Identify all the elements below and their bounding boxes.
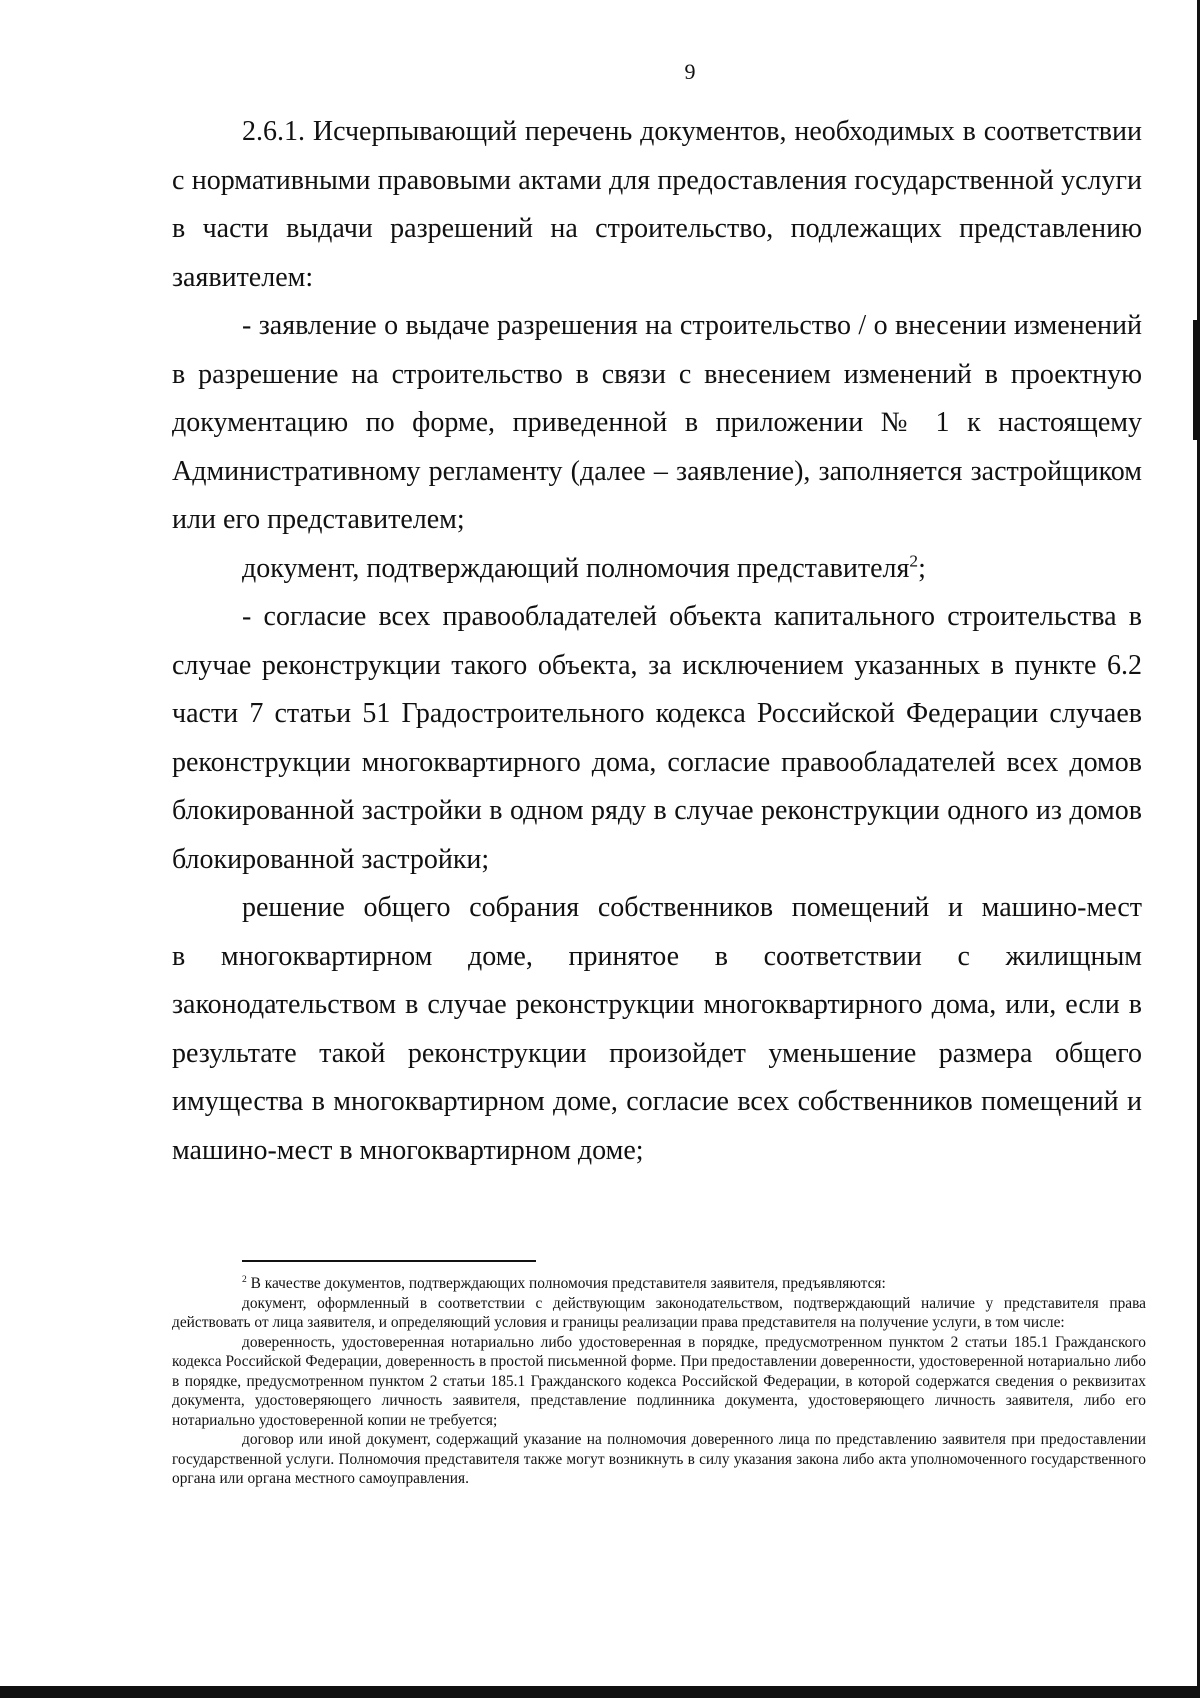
page-number: 9 xyxy=(684,59,696,84)
paragraph-general-meeting-decision: решение общего собрания собственников помещений и машино-мест xyxy=(242,892,1142,923)
footnote-item: документ, оформленный в соответствии с действующим законодательством, подтверждающий наличие у представителя права действовать от лица заявителя, и определяющий условия и границы реализации права представителя на получение услуги, в том числе: xyxy=(172,1294,1146,1331)
footnote-item: доверенность, удостоверенная нотариально либо удостоверенная в порядке, предусмотренном пунктом 2 статьи 185.1 Гражданского кодекса Российской Федерации, доверенность в простой письменной форме. При предоставлении доверенности, удостоверенной нотариально либо в порядке, предусмотренном пунктом 2 статьи 185.1 Гражданского кодекса Российской Федерации, в которой содержатся сведения о реквизитах документа, удостоверяющего личность заявителя, представление подлинника документа, удостоверяющего личность заявителя, либо его нотариально удостоверенной копии не требуется; xyxy=(172,1333,1146,1429)
footnotes xyxy=(172,1274,1146,1489)
paragraph-power-of-attorney xyxy=(172,545,1142,594)
footnote-reference: 2 xyxy=(909,551,919,571)
footnote-item: договор или иной документ, содержащий указание на полномочия доверенного лица по представлению заявителя при предоставлении государственной услуги. Полномочия представителя также могут возникнуть в силу указания закона либо акта уполномоченного государственного органа или органа местного самоуправления. xyxy=(172,1431,1146,1487)
scan-edge-bottom xyxy=(0,1686,1200,1698)
paragraph-power-of-attorney-text: документ, подтверждающий полномочия представителя xyxy=(242,552,910,584)
paragraph-application: - заявление о выдаче разрешения на строительство / о внесении изменений в разрешение на строительство в связи с внесением изменений в проектную документацию по форме, приведенной в приложении № 1 к настоящему Административному регламенту (далее – заявление), заполняется застройщиком или его представителем; xyxy=(172,310,1142,535)
paragraph-power-of-attorney-tail: ; xyxy=(918,552,926,584)
footnote-intro xyxy=(172,1274,1146,1294)
main-text xyxy=(172,108,1142,1175)
footnote-marker: 2 xyxy=(242,1273,247,1285)
paragraph-consent-of-owners: - согласие всех правообладателей объекта капитального строительства в случае реконструкции такого объекта, за исключением указанных в пункте 6.2 части 7 статьи 51 Градостроительного кодекса Российской Федерации случаев реконструкции многоквартирного дома, согласие правообладателей всех домов блокированной застройки в одном ряду в случае реконструкции одного из домов блокированной застройки; xyxy=(172,601,1142,875)
paragraph-2-6-1: 2.6.1. Исчерпывающий перечень документов, необходимых в соответствии с нормативными правовыми актами для предоставления государственной услуги в части выдачи разрешений на строительство, подлежащих представлению заявителем: xyxy=(172,116,1142,293)
scan-edge-mark xyxy=(1193,320,1200,440)
paragraph-general-meeting-continued: в многоквартирном доме, принятое в соответствии с жилищным законодательством в случае реконструкции многоквартирного дома, или, если в результате такой реконструкции произойдет уменьшение размера общего имущества в многоквартирном доме, согласие всех собственников помещений и машино-мест в многоквартирном доме; xyxy=(172,940,1142,1166)
footnote-intro-text: В качестве документов, подтверждающих полномочия представителя заявителя, предъявляются: xyxy=(246,1275,886,1292)
footnote-separator xyxy=(242,1260,536,1262)
